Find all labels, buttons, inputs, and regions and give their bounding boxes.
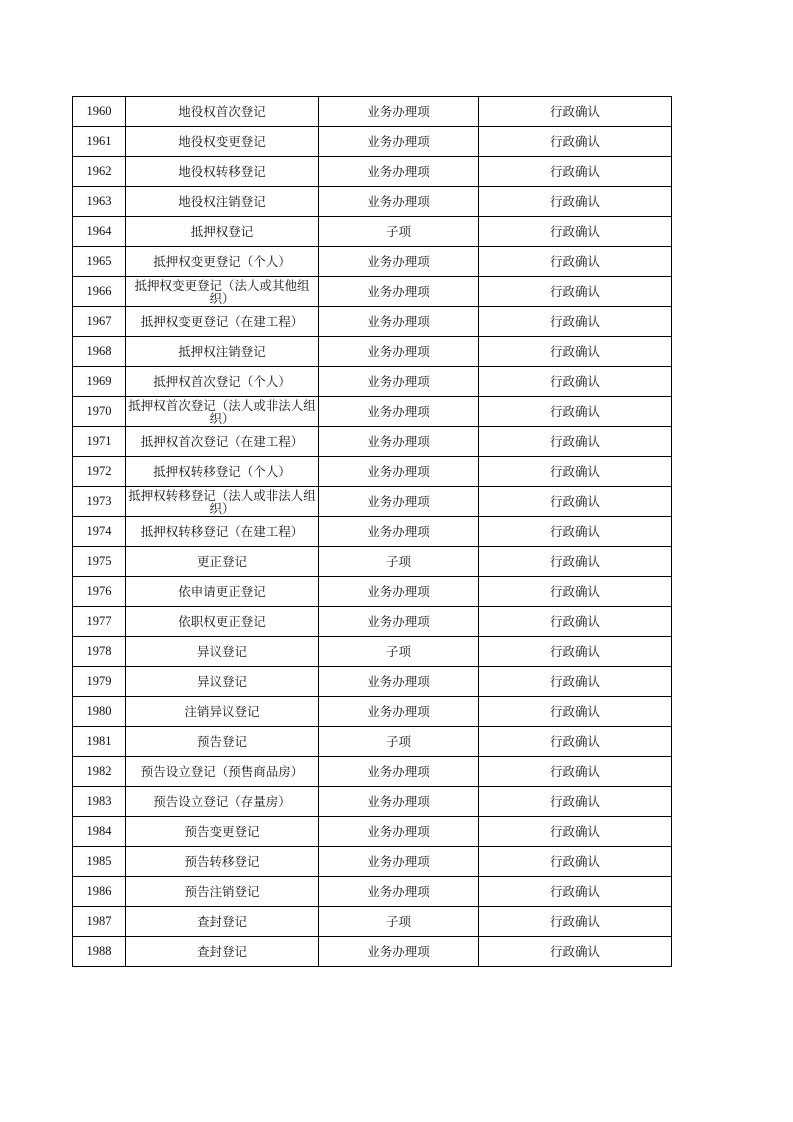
- row-number-cell: 1977: [73, 607, 126, 637]
- item-category-cell: 行政确认: [479, 607, 672, 637]
- table-row: [73, 397, 672, 427]
- item-type-cell: 业务办理项: [319, 427, 479, 457]
- item-category-cell: 行政确认: [479, 517, 672, 547]
- item-type-cell: 业务办理项: [319, 397, 479, 427]
- item-category-cell: 行政确认: [479, 157, 672, 187]
- item-name-cell: 预告注销登记: [126, 877, 319, 907]
- table-row: [73, 307, 672, 337]
- item-category-cell: 行政确认: [479, 877, 672, 907]
- row-number-cell: 1963: [73, 187, 126, 217]
- table-row: [73, 427, 672, 457]
- table-row: [73, 517, 672, 547]
- item-type-cell: 业务办理项: [319, 787, 479, 817]
- item-type-cell: 业务办理项: [319, 517, 479, 547]
- row-number-cell: 1965: [73, 247, 126, 277]
- row-number-cell: 1988: [73, 937, 126, 967]
- item-type-cell: 业务办理项: [319, 367, 479, 397]
- row-number-cell: 1978: [73, 637, 126, 667]
- item-name-cell: 抵押权转移登记（法人或非法人组织）: [126, 487, 319, 517]
- item-name-cell: 抵押权登记: [126, 217, 319, 247]
- row-number-cell: 1960: [73, 97, 126, 127]
- row-number-cell: 1974: [73, 517, 126, 547]
- item-name-cell: 异议登记: [126, 667, 319, 697]
- row-number-cell: 1985: [73, 847, 126, 877]
- row-number-cell: 1980: [73, 697, 126, 727]
- item-name-cell: 预告转移登记: [126, 847, 319, 877]
- item-type-cell: 业务办理项: [319, 607, 479, 637]
- row-number-cell: 1964: [73, 217, 126, 247]
- item-name-cell: 异议登记: [126, 637, 319, 667]
- item-category-cell: 行政确认: [479, 757, 672, 787]
- item-type-cell: 子项: [319, 727, 479, 757]
- item-name-cell: 注销异议登记: [126, 697, 319, 727]
- item-name-cell: 抵押权变更登记（在建工程）: [126, 307, 319, 337]
- item-type-cell: 业务办理项: [319, 127, 479, 157]
- row-number-cell: 1986: [73, 877, 126, 907]
- registration-items-table: [72, 96, 672, 967]
- item-category-cell: 行政确认: [479, 937, 672, 967]
- item-category-cell: 行政确认: [479, 367, 672, 397]
- item-name-cell: 地役权转移登记: [126, 157, 319, 187]
- row-number-cell: 1972: [73, 457, 126, 487]
- table-row: [73, 937, 672, 967]
- item-type-cell: 业务办理项: [319, 97, 479, 127]
- row-number-cell: 1982: [73, 757, 126, 787]
- table-row: [73, 847, 672, 877]
- item-category-cell: 行政确认: [479, 397, 672, 427]
- table-row: [73, 787, 672, 817]
- item-name-cell: 抵押权首次登记（法人或非法人组织）: [126, 397, 319, 427]
- row-number-cell: 1969: [73, 367, 126, 397]
- row-number-cell: 1961: [73, 127, 126, 157]
- item-name-cell: 抵押权变更登记（法人或其他组织）: [126, 277, 319, 307]
- row-number-cell: 1967: [73, 307, 126, 337]
- item-category-cell: 行政确认: [479, 907, 672, 937]
- item-type-cell: 业务办理项: [319, 277, 479, 307]
- row-number-cell: 1976: [73, 577, 126, 607]
- item-type-cell: 业务办理项: [319, 247, 479, 277]
- row-number-cell: 1962: [73, 157, 126, 187]
- item-name-cell: 地役权注销登记: [126, 187, 319, 217]
- item-name-cell: 抵押权转移登记（在建工程）: [126, 517, 319, 547]
- row-number-cell: 1973: [73, 487, 126, 517]
- item-name-cell: 预告登记: [126, 727, 319, 757]
- item-name-cell: 抵押权首次登记（在建工程）: [126, 427, 319, 457]
- item-category-cell: 行政确认: [479, 427, 672, 457]
- item-name-cell: 依申请更正登记: [126, 577, 319, 607]
- item-name-cell: 预告设立登记（存量房）: [126, 787, 319, 817]
- table-row: [73, 367, 672, 397]
- item-type-cell: 业务办理项: [319, 847, 479, 877]
- table-row: [73, 817, 672, 847]
- item-type-cell: 子项: [319, 907, 479, 937]
- table-row: [73, 757, 672, 787]
- item-category-cell: 行政确认: [479, 847, 672, 877]
- item-name-cell: 抵押权变更登记（个人）: [126, 247, 319, 277]
- item-name-cell: 预告设立登记（预售商品房）: [126, 757, 319, 787]
- row-number-cell: 1966: [73, 277, 126, 307]
- item-category-cell: 行政确认: [479, 817, 672, 847]
- item-category-cell: 行政确认: [479, 247, 672, 277]
- item-name-cell: 更正登记: [126, 547, 319, 577]
- item-category-cell: 行政确认: [479, 487, 672, 517]
- item-type-cell: 业务办理项: [319, 817, 479, 847]
- table-row: [73, 97, 672, 127]
- row-number-cell: 1979: [73, 667, 126, 697]
- item-name-cell: 依职权更正登记: [126, 607, 319, 637]
- item-category-cell: 行政确认: [479, 547, 672, 577]
- item-name-cell: 抵押权注销登记: [126, 337, 319, 367]
- table-row: [73, 337, 672, 367]
- item-type-cell: 业务办理项: [319, 877, 479, 907]
- item-category-cell: 行政确认: [479, 127, 672, 157]
- item-type-cell: 业务办理项: [319, 577, 479, 607]
- item-category-cell: 行政确认: [479, 637, 672, 667]
- item-category-cell: 行政确认: [479, 307, 672, 337]
- item-name-cell: 查封登记: [126, 907, 319, 937]
- table-row: [73, 157, 672, 187]
- row-number-cell: 1970: [73, 397, 126, 427]
- table-row: [73, 577, 672, 607]
- table-row: [73, 187, 672, 217]
- table-row: [73, 277, 672, 307]
- row-number-cell: 1984: [73, 817, 126, 847]
- table-row: [73, 727, 672, 757]
- item-name-cell: 地役权变更登记: [126, 127, 319, 157]
- table-row: [73, 487, 672, 517]
- item-category-cell: 行政确认: [479, 667, 672, 697]
- table-row: [73, 697, 672, 727]
- item-type-cell: 业务办理项: [319, 487, 479, 517]
- table-row: [73, 547, 672, 577]
- item-category-cell: 行政确认: [479, 697, 672, 727]
- item-category-cell: 行政确认: [479, 277, 672, 307]
- item-type-cell: 业务办理项: [319, 307, 479, 337]
- table-row: [73, 457, 672, 487]
- table-row: [73, 607, 672, 637]
- item-type-cell: 子项: [319, 217, 479, 247]
- table-row: [73, 667, 672, 697]
- table-row: [73, 877, 672, 907]
- item-name-cell: 地役权首次登记: [126, 97, 319, 127]
- item-name-cell: 查封登记: [126, 937, 319, 967]
- item-type-cell: 子项: [319, 547, 479, 577]
- row-number-cell: 1987: [73, 907, 126, 937]
- row-number-cell: 1975: [73, 547, 126, 577]
- item-type-cell: 业务办理项: [319, 757, 479, 787]
- table-body: [73, 97, 672, 967]
- item-category-cell: 行政确认: [479, 187, 672, 217]
- table-row: [73, 247, 672, 277]
- row-number-cell: 1971: [73, 427, 126, 457]
- item-name-cell: 抵押权首次登记（个人）: [126, 367, 319, 397]
- item-name-cell: 抵押权转移登记（个人）: [126, 457, 319, 487]
- item-category-cell: 行政确认: [479, 217, 672, 247]
- item-type-cell: 业务办理项: [319, 157, 479, 187]
- item-type-cell: 业务办理项: [319, 337, 479, 367]
- table-row: [73, 637, 672, 667]
- item-category-cell: 行政确认: [479, 97, 672, 127]
- row-number-cell: 1983: [73, 787, 126, 817]
- item-type-cell: 业务办理项: [319, 697, 479, 727]
- item-category-cell: 行政确认: [479, 787, 672, 817]
- item-category-cell: 行政确认: [479, 457, 672, 487]
- row-number-cell: 1981: [73, 727, 126, 757]
- table-row: [73, 127, 672, 157]
- item-type-cell: 业务办理项: [319, 187, 479, 217]
- item-category-cell: 行政确认: [479, 337, 672, 367]
- item-type-cell: 子项: [319, 637, 479, 667]
- item-type-cell: 业务办理项: [319, 937, 479, 967]
- item-category-cell: 行政确认: [479, 577, 672, 607]
- row-number-cell: 1968: [73, 337, 126, 367]
- table-row: [73, 907, 672, 937]
- item-type-cell: 业务办理项: [319, 457, 479, 487]
- item-type-cell: 业务办理项: [319, 667, 479, 697]
- table-row: [73, 217, 672, 247]
- item-name-cell: 预告变更登记: [126, 817, 319, 847]
- item-category-cell: 行政确认: [479, 727, 672, 757]
